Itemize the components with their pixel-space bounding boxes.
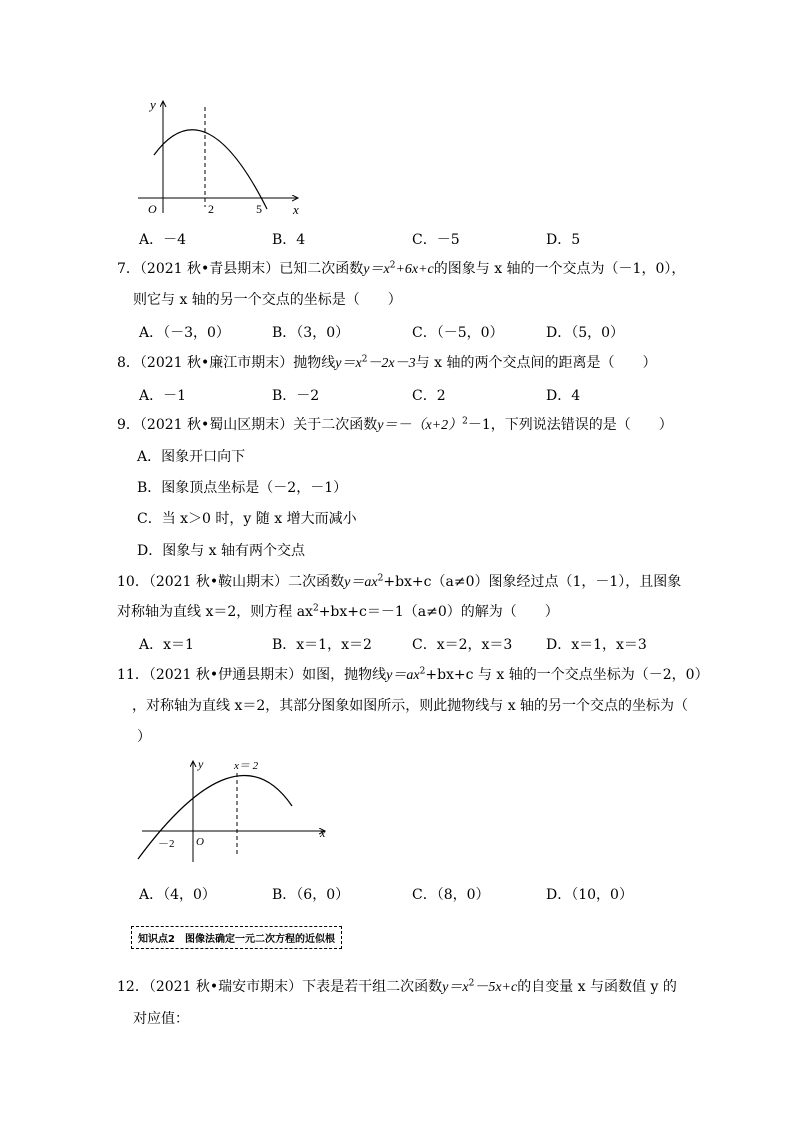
q11-source: （2021 秋•伊通县期末） [148, 667, 303, 683]
q8-eq-part2: －2x－3 [367, 356, 416, 371]
q10-line2a: 对称轴为直线 x＝2，则方程 ax [117, 604, 313, 620]
q11-option-b[interactable]: B．（6，0） [272, 887, 350, 903]
x-label-2: x [320, 826, 326, 840]
q12-number: 12． [117, 979, 149, 995]
q8-source: （2021 秋•廉江市期末） [139, 355, 294, 371]
question-12 [117, 977, 677, 998]
q11-text-2: +bx+c 与 x 轴的一个交点坐标为（－2，0） [425, 667, 709, 683]
q11-option-d[interactable]: D．（10，0） [546, 887, 633, 903]
q7-source: （2021 秋•青县期末） [139, 261, 280, 277]
q8-eq-part1: y＝x [335, 356, 362, 371]
q9-option-c[interactable]: C．当 x＞0 时，y 随 x 增大而减小 [137, 511, 357, 527]
q10-eq-part1: y＝ax [344, 575, 378, 590]
q10-exponent: 2 [377, 573, 384, 584]
q10-number: 10． [117, 574, 149, 590]
q8-text: 抛物线 [293, 355, 336, 371]
q12-exponent: 2 [468, 978, 475, 989]
q12-line2: 对应值： [133, 1011, 189, 1027]
question-11 [117, 665, 709, 686]
q6-option-d[interactable]: D．5 [546, 232, 581, 248]
q11-line3: ） [137, 729, 151, 745]
q10-option-b[interactable]: B．x＝1，x＝2 [272, 637, 372, 653]
q7-option-c[interactable]: C．（－5，0） [412, 325, 504, 341]
section-label: 知识点2 图像法确定一元二次方程的近似根 [131, 926, 342, 949]
q9-source: （2021 秋•蜀山区期末） [139, 417, 294, 433]
q9-text-2: －1，下列说法错误的是（ ） [467, 417, 673, 433]
q11-number: 11． [117, 667, 149, 683]
q7-line2: 则它与 x 轴的另一个交点的坐标是（ ） [133, 292, 402, 308]
q7-option-b[interactable]: B．（3，0） [272, 325, 350, 341]
question-9 [117, 415, 673, 436]
q11-exponent: 2 [419, 666, 426, 677]
q8-option-b[interactable]: B．－2 [272, 388, 320, 404]
q9-eq-part1: y＝－（x+2） [377, 418, 463, 433]
q7-option-d[interactable]: D．（5，0） [546, 325, 625, 341]
q11-text: 如图，抛物线 [302, 667, 387, 683]
q8-option-a[interactable]: A．－1 [139, 388, 187, 404]
q10-option-a[interactable]: A．x＝1 [139, 637, 194, 653]
q12-text: 下表是若干组二次函数 [302, 979, 443, 995]
origin-label: O [148, 202, 157, 216]
q8-number: 8． [117, 355, 140, 371]
y-label: y [150, 97, 156, 112]
q6-option-b[interactable]: B．4 [272, 232, 306, 248]
q10-option-c[interactable]: C．x＝2，x＝3 [412, 637, 513, 653]
q9-number: 9． [117, 417, 140, 433]
q12-eq-part1: y＝x [442, 980, 469, 995]
origin-label-2: O [196, 836, 204, 848]
q6-option-a[interactable]: A．－4 [139, 232, 187, 248]
q11-eq-part1: y＝ax [386, 668, 420, 683]
question-10 [117, 572, 681, 593]
tick-5: 5 [256, 202, 262, 216]
q7-text-2: 的图象与 x 轴的一个交点为（－1，0）， [433, 261, 686, 277]
q8-text-2: 与 x 轴的两个交点间的距离是（ ） [415, 355, 657, 371]
q7-option-a[interactable]: A．（－3，0） [139, 325, 230, 341]
q7-text: 已知二次函数 [279, 261, 364, 277]
q6-option-c[interactable]: C．－5 [412, 232, 460, 248]
q12-source: （2021 秋•瑞安市期末） [148, 979, 303, 995]
x-label: x [293, 202, 299, 217]
q8-exponent: 2 [361, 354, 368, 365]
q10-line2b: +bx+c＝－1（a≠0）的解为（ ） [318, 604, 559, 620]
q10-line2 [117, 602, 559, 622]
q11-option-c[interactable]: C．（8，0） [412, 887, 490, 903]
tick-neg2: －2 [158, 838, 175, 850]
q11-line2: ，对称轴为直线 x＝2，其部分图象如图所示，则此抛物线与 x 轴的另一个交点的坐标为（ [132, 698, 689, 714]
q9-option-b[interactable]: B．图象顶点坐标是（－2，－1） [137, 480, 348, 496]
figure-parabola-2 [130, 755, 340, 865]
figure-parabola-1 [130, 95, 310, 220]
q8-option-c[interactable]: C．2 [412, 388, 446, 404]
q9-text: 关于二次函数 [293, 417, 378, 433]
axis-label-x2: x＝ 2 [234, 760, 259, 772]
q10-text: 二次函数 [288, 574, 345, 590]
q7-number: 7． [117, 261, 140, 277]
q9-option-a[interactable]: A．图象开口向下 [137, 449, 246, 465]
q10-exponent-2: 2 [312, 603, 319, 614]
question-7 [117, 259, 685, 280]
parabola-curve [154, 130, 267, 209]
y-label-2: y [198, 757, 204, 771]
q9-exponent: 2 [462, 416, 468, 427]
q12-text-2: 的自变量 x 与函数值 y 的 [517, 979, 677, 995]
q10-option-d[interactable]: D．x＝1，x＝3 [546, 637, 647, 653]
q7-eq-part2: +6x+c [395, 262, 434, 277]
q11-option-a[interactable]: A．（4，0） [139, 887, 216, 903]
q10-text-2: +bx+c（a≠0）图象经过点（1，－1），且图象 [383, 574, 682, 590]
question-8 [117, 353, 656, 374]
q9-option-d[interactable]: D．图象与 x 轴有两个交点 [137, 543, 306, 559]
q8-option-d[interactable]: D．4 [546, 388, 581, 404]
q7-exponent: 2 [389, 260, 396, 271]
q12-eq-part2: －5x+c [474, 980, 518, 995]
q10-source: （2021 秋•鞍山期末） [148, 574, 289, 590]
q7-eq-part1: y＝x [363, 262, 390, 277]
tick-2: 2 [208, 202, 214, 216]
